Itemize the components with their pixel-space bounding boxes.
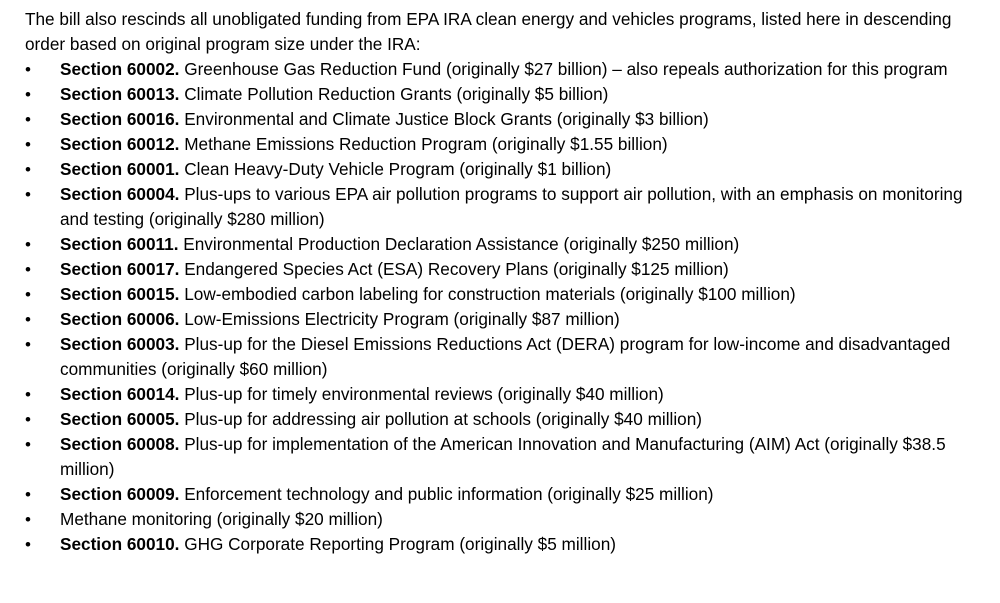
bullet-icon [25,182,45,207]
bullet-icon [25,407,45,432]
section-description: Greenhouse Gas Reduction Fund (originally $27 billion) – also repeals authorization for this program [184,59,948,79]
bullet-icon [25,132,45,157]
list-item [25,482,980,507]
section-number: Section 60015. [60,284,180,304]
section-number: Section 60010. [60,534,180,554]
list-item [25,432,980,482]
section-number: Section 60013. [60,84,180,104]
list-item [25,157,980,182]
section-description: Environmental and Climate Justice Block Grants (originally $3 billion) [184,109,709,129]
section-description: Low-embodied carbon labeling for construction materials (originally $100 million) [184,284,796,304]
section-description: GHG Corporate Reporting Program (originally $5 million) [184,534,616,554]
list-item [25,532,980,557]
section-description: Methane monitoring (originally $20 million) [60,509,383,529]
intro-paragraph: The bill also rescinds all unobligated funding from EPA IRA clean energy and vehicles programs, listed here in descending order based on original program size under the IRA: [25,9,952,54]
section-list [25,57,985,557]
list-item [25,82,980,107]
section-number: Section 60011. [60,234,179,254]
bullet-icon [25,257,45,282]
bullet-icon [25,107,45,132]
section-number: Section 60012. [60,134,180,154]
section-description: Environmental Production Declaration Assistance (originally $250 million) [183,234,740,254]
list-item [25,257,980,282]
list-item [25,107,980,132]
bullet-icon [25,507,45,532]
list-item [25,132,980,157]
list-item [25,307,980,332]
section-number: Section 60005. [60,409,180,429]
bullet-icon [25,232,45,257]
section-description: Clean Heavy-Duty Vehicle Program (originally $1 billion) [184,159,612,179]
section-description: Plus-ups to various EPA air pollution programs to support air pollution, with an emphasis on monitoring and testing (originally $280 million) [60,184,963,229]
list-item [25,182,980,232]
list-item [25,332,980,382]
section-number: Section 60006. [60,309,180,329]
section-description: Climate Pollution Reduction Grants (originally $5 billion) [184,84,609,104]
list-item [25,232,980,257]
bullet-icon [25,57,45,82]
section-description: Endangered Species Act (ESA) Recovery Plans (originally $125 million) [184,259,729,279]
section-number: Section 60017. [60,259,180,279]
section-number: Section 60001. [60,159,180,179]
list-item [25,282,980,307]
bullet-icon [25,382,45,407]
bullet-icon [25,532,45,557]
section-number: Section 60008. [60,434,180,454]
section-number: Section 60016. [60,109,180,129]
section-description: Plus-up for the Diesel Emissions Reductions Act (DERA) program for low-income and disadvantaged communities (originally $60 million) [60,334,951,379]
list-item [25,507,980,532]
list-item [25,382,980,407]
bullet-icon [25,482,45,507]
section-description: Enforcement technology and public information (originally $25 million) [184,484,714,504]
section-number: Section 60014. [60,384,180,404]
section-number: Section 60002. [60,59,180,79]
bullet-icon [25,332,45,357]
section-description: Plus-up for timely environmental reviews (originally $40 million) [184,384,664,404]
section-description: Low-Emissions Electricity Program (originally $87 million) [184,309,620,329]
bullet-icon [25,82,45,107]
section-number: Section 60009. [60,484,180,504]
list-item [25,57,980,82]
bullet-icon [25,432,45,457]
section-number: Section 60004. [60,184,180,204]
bullet-icon [25,307,45,332]
section-description: Plus-up for addressing air pollution at schools (originally $40 million) [184,409,703,429]
section-description: Plus-up for implementation of the American Innovation and Manufacturing (AIM) Act (originally $38.5 million) [60,434,946,479]
bullet-icon [25,157,45,182]
section-description: Methane Emissions Reduction Program (originally $1.55 billion) [184,134,668,154]
section-number: Section 60003. [60,334,180,354]
list-item [25,407,980,432]
bullet-icon [25,282,45,307]
